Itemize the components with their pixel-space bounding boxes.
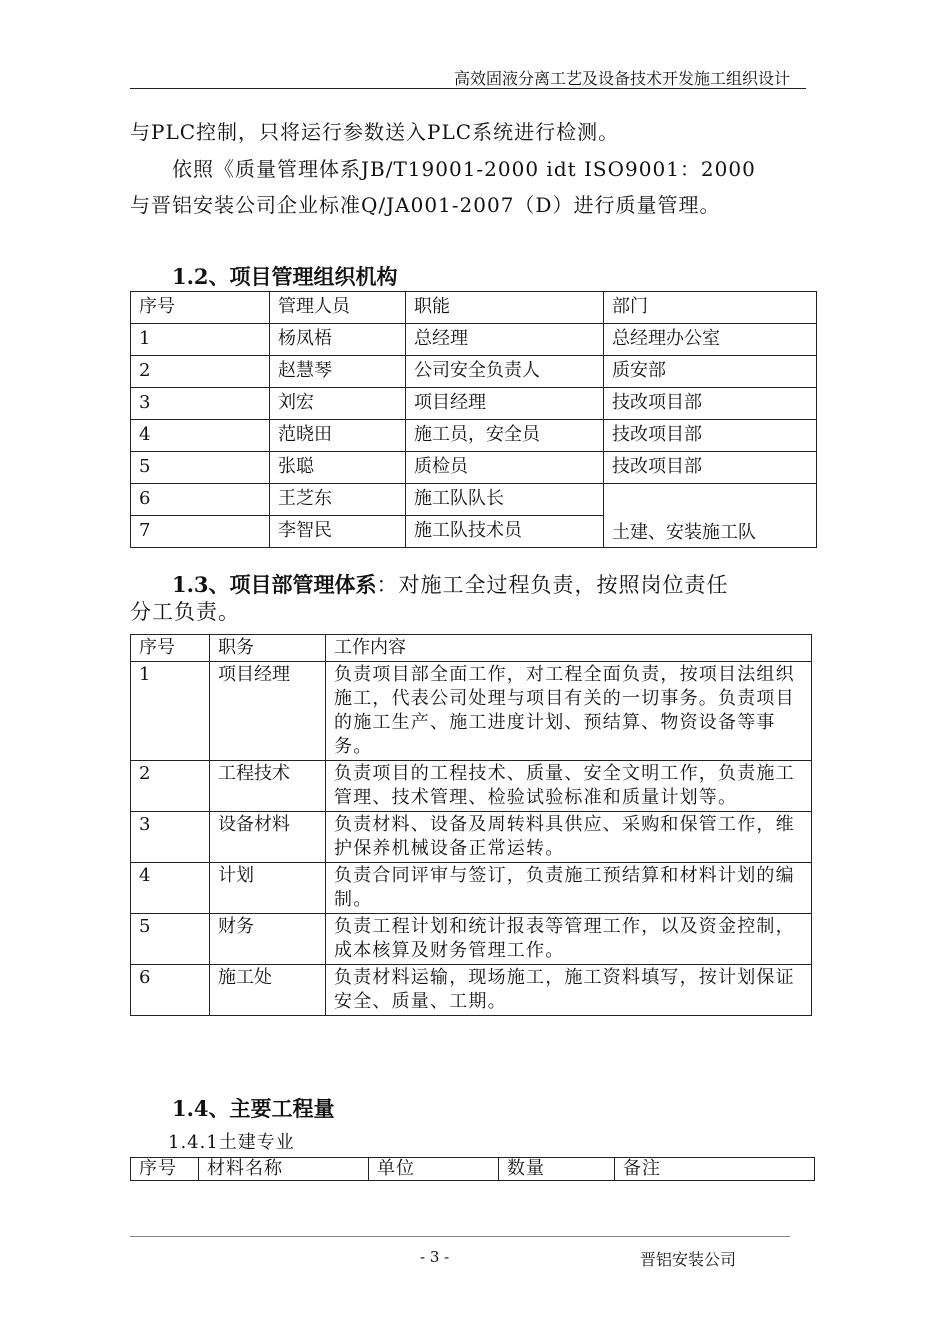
duty-table xyxy=(130,634,812,1016)
table-cell: 财务 xyxy=(210,914,326,965)
table-cell: 王芝东 xyxy=(270,484,406,516)
running-header: 高效固液分离工艺及设备技术开发施工组织设计 xyxy=(453,69,790,88)
table-header-cell: 职能 xyxy=(406,292,604,324)
table-cell-content: 负责项目的工程技术、质量、安全文明工作，负责施工管理、技术管理、检验试验标准和质量计划等。 xyxy=(326,761,812,812)
table-cell-merged-dept: 土建、安装施工队 xyxy=(604,484,817,548)
table-cell: 5 xyxy=(131,452,270,484)
table-cell: 质安部 xyxy=(604,356,817,388)
table-cell: 项目经理 xyxy=(406,388,604,420)
section-title-1-2: 1.2、项目管理组织机构 xyxy=(172,264,398,289)
table-header-row xyxy=(131,635,812,662)
subsection-title-1-4-1: 1.4.1土建专业 xyxy=(168,1132,295,1153)
table-cell: 施工处 xyxy=(210,965,326,1016)
table-row xyxy=(131,863,812,914)
paragraph-quality-2: 与晋铝安装公司企业标准Q/JA001-2007（D）进行质量管理。 xyxy=(130,193,721,217)
table-row xyxy=(131,324,817,356)
table-cell: 2 xyxy=(131,761,210,812)
table-cell: 施工队队长 xyxy=(406,484,604,516)
table-row xyxy=(131,662,812,761)
table-cell: 总经理办公室 xyxy=(604,324,817,356)
table-row xyxy=(131,484,817,516)
table-cell: 技改项目部 xyxy=(604,452,817,484)
table-row xyxy=(131,388,817,420)
table-header-cell: 工作内容 xyxy=(326,635,812,662)
table-cell: 杨凤梧 xyxy=(270,324,406,356)
table-row xyxy=(131,812,812,863)
table-cell-content: 负责项目部全面工作，对工程全面负责，按项目法组织施工，代表公司处理与项目有关的一切事务。负责项目的施工生产、施工进度计划、预结算、物资设备等事务。 xyxy=(326,662,812,761)
table-cell: 张聪 xyxy=(270,452,406,484)
section-desc-continued: 分工负责。 xyxy=(130,600,240,624)
org-table xyxy=(130,291,817,548)
material-table xyxy=(130,1157,815,1181)
table-cell-content: 负责工程计划和统计报表等管理工作，以及资金控制，成本核算及财务管理工作。 xyxy=(326,914,812,965)
table-header-cell: 数量 xyxy=(499,1158,615,1181)
table-cell: 工程技术 xyxy=(210,761,326,812)
paragraph-quality-1: 依照《质量管理体系JB/T19001-2000 idt ISO9001：2000 xyxy=(172,157,756,181)
table-header-cell: 材料名称 xyxy=(199,1158,369,1181)
section-title-1-4: 1.4、主要工程量 xyxy=(172,1096,335,1121)
table-cell: 刘宏 xyxy=(270,388,406,420)
table-cell: 项目经理 xyxy=(210,662,326,761)
table-cell-content: 负责材料、设备及周转料具供应、采购和保管工作，维护保养机械设备正常运转。 xyxy=(326,812,812,863)
table-cell: 3 xyxy=(131,388,270,420)
table-cell: 计划 xyxy=(210,863,326,914)
table-cell: 施工员，安全员 xyxy=(406,420,604,452)
table-cell: 设备材料 xyxy=(210,812,326,863)
table-header-cell: 单位 xyxy=(369,1158,499,1181)
table-row xyxy=(131,452,817,484)
table-cell: 李智民 xyxy=(270,516,406,548)
page-number: - 3 - xyxy=(420,1248,450,1266)
table-cell: 技改项目部 xyxy=(604,420,817,452)
header-rule xyxy=(130,88,806,89)
table-cell: 6 xyxy=(131,965,210,1016)
table-cell-content: 负责材料运输，现场施工，施工资料填写，按计划保证安全、质量、工期。 xyxy=(326,965,812,1016)
table-row xyxy=(131,420,817,452)
section-title-1-3-label: 1.3、项目部管理体系 xyxy=(172,572,377,597)
table-cell: 3 xyxy=(131,812,210,863)
table-cell: 2 xyxy=(131,356,270,388)
table-header-row xyxy=(131,292,817,324)
table-row xyxy=(131,965,812,1016)
table-header-cell: 管理人员 xyxy=(270,292,406,324)
table-header-row xyxy=(131,1158,815,1181)
table-cell: 6 xyxy=(131,484,270,516)
section-title-1-3 xyxy=(172,569,729,599)
footer-company: 晋铝安装公司 xyxy=(640,1250,737,1269)
table-cell: 7 xyxy=(131,516,270,548)
table-header-cell: 序号 xyxy=(131,635,210,662)
table-cell: 1 xyxy=(131,662,210,761)
table-cell: 总经理 xyxy=(406,324,604,356)
table-cell: 赵慧琴 xyxy=(270,356,406,388)
footer-rule xyxy=(130,1236,790,1237)
table-cell: 5 xyxy=(131,914,210,965)
paragraph-plc: 与PLC控制，只将运行参数送入PLC系统进行检测。 xyxy=(130,120,620,144)
table-header-cell: 序号 xyxy=(131,292,270,324)
table-cell: 4 xyxy=(131,420,270,452)
table-cell: 技改项目部 xyxy=(604,388,817,420)
section-desc: ：对施工全过程负责，按照岗位责任 xyxy=(376,573,729,597)
table-row xyxy=(131,761,812,812)
table-header-cell: 序号 xyxy=(131,1158,199,1181)
table-cell: 公司安全负责人 xyxy=(406,356,604,388)
table-cell: 1 xyxy=(131,324,270,356)
table-header-cell: 部门 xyxy=(604,292,817,324)
table-cell: 施工队技术员 xyxy=(406,516,604,548)
table-header-cell: 备注 xyxy=(615,1158,815,1181)
table-row xyxy=(131,356,817,388)
table-header-cell: 职务 xyxy=(210,635,326,662)
table-row xyxy=(131,914,812,965)
table-cell-content: 负责合同评审与签订，负责施工预结算和材料计划的编制。 xyxy=(326,863,812,914)
table-cell: 质检员 xyxy=(406,452,604,484)
table-cell: 4 xyxy=(131,863,210,914)
table-cell: 范晓田 xyxy=(270,420,406,452)
